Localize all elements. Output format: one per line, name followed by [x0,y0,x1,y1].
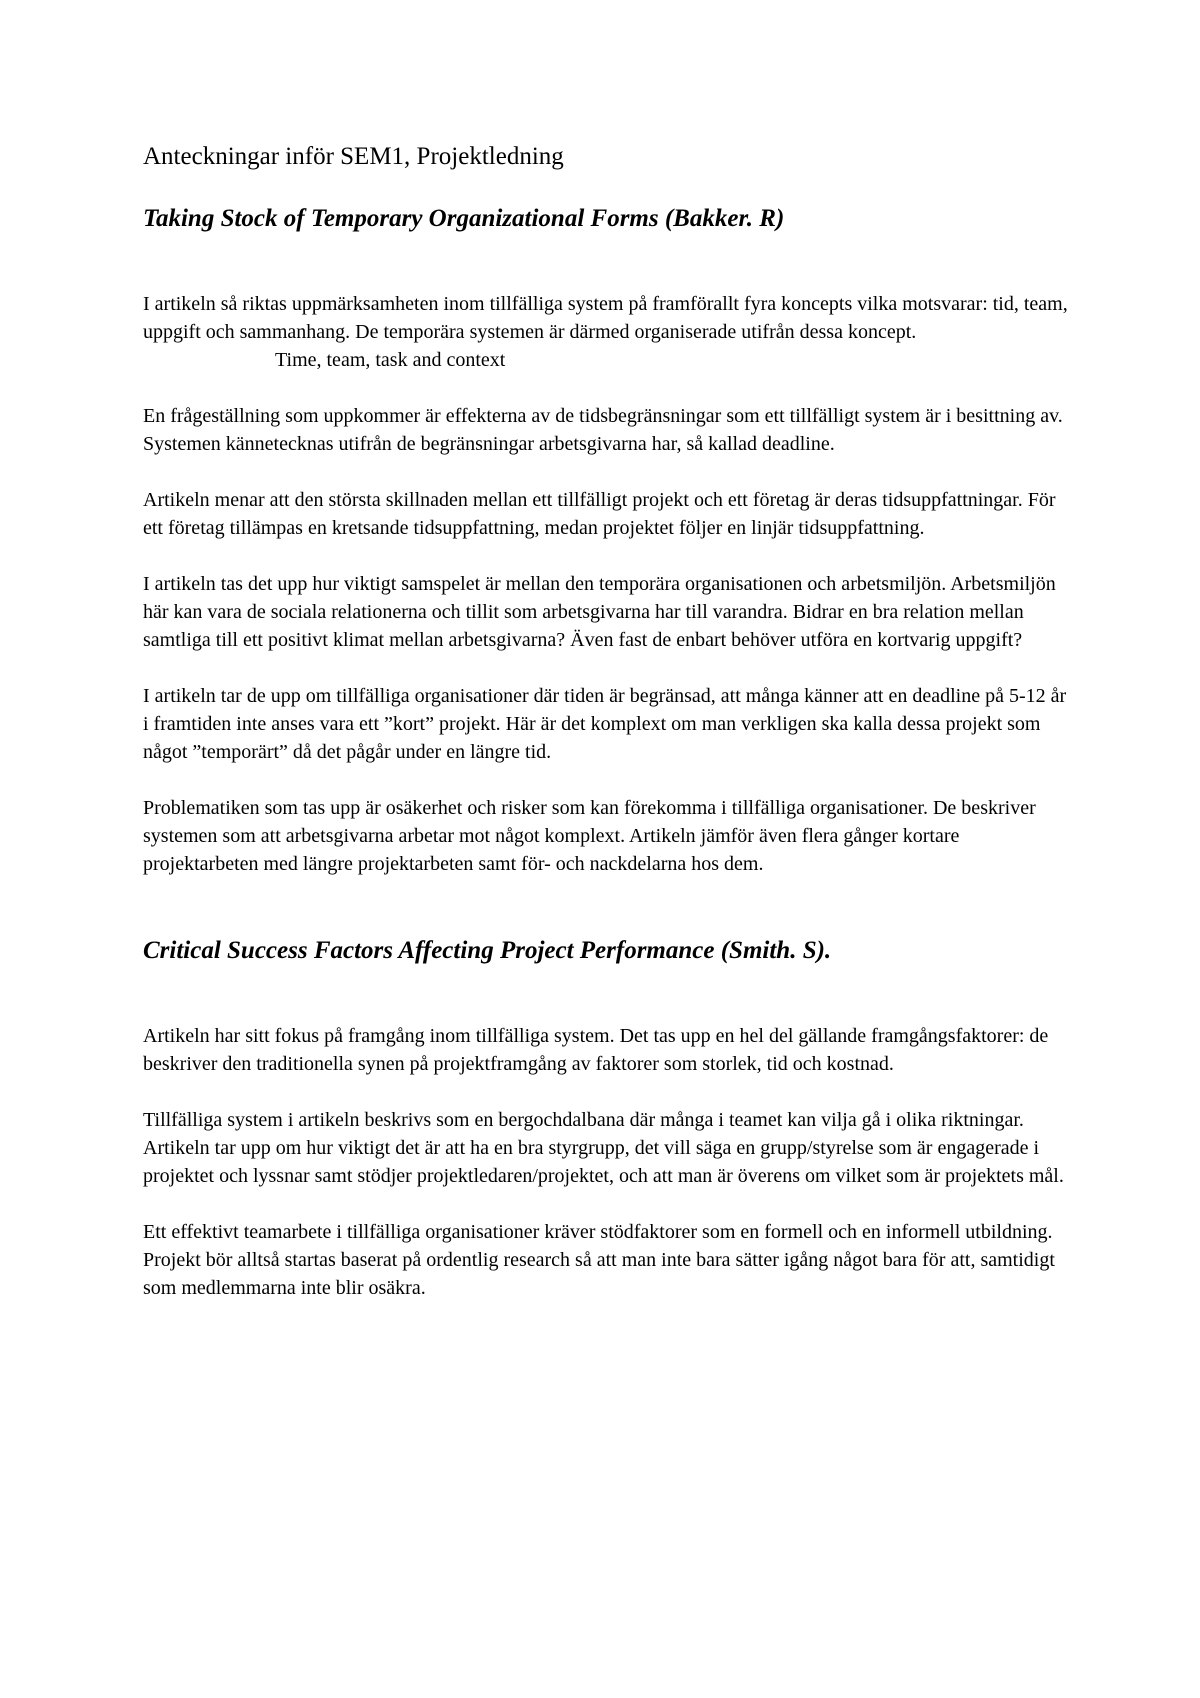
paragraph: Artikeln har sitt fokus på framgång inom tillfälliga system. Det tas upp en hel del gällande framgångsfaktorer: de beskriver den traditionella synen på projektframgång av faktorer som storlek, tid och kostnad. [143,1025,1049,1075]
paragraph: Ett effektivt teamarbete i tillfälliga organisationer kräver stödfaktorer som en formell och en informell utbildning. Projekt bör alltså startas baserat på ordentlig research så att man inte bara sätter igång något bara för att, samtidigt som medlemmarna inte blir osäkra. [143,1221,1055,1299]
paragraph: Problematiken som tas upp är osäkerhet och risker som kan förekomma i tillfälliga organisationer. De beskriver systemen som att arbetsgivarna arbetar mot något komplext. Artikeln jämför även flera gånger kortare projektarbeten med längre projektarbeten samt för- och nackdelarna hos dem. [143,797,1036,875]
paragraph: I artikeln tar de upp om tillfälliga organisationer där tiden är begränsad, att många känner att en deadline på 5-12 år i framtiden inte anses vara ett ”kort” projekt. Här är det komplext om man verkligen ska kalla dessa projekt som något ”temporärt” då det pågår under en längre tid. [143,685,1067,763]
indented-line: Time, team, task and context [275,349,506,371]
paragraph: Tillfälliga system i artikeln beskrivs som en bergochdalbana där många i teamet kan vilja gå i olika riktningar. Artikeln tar upp om hur viktigt det är att ha en bra styrgrupp, det vill säga en grupp/styrelse som är engagerade i projektet och lyssnar samt stödjer projektledaren/projektet, och att man är överens om vilket som är projektets mål. [143,1109,1064,1187]
paragraph-text: I artikeln så riktas uppmärksamheten inom tillfälliga system på framförallt fyra koncepts vilka motsvarar: tid, team, uppgift och sammanhang. De temporära systemen är därmed organiserade utifrån dessa koncept. [143,293,1068,343]
document-content [143,140,1073,1302]
document-title: Anteckningar inför SEM1, Projektledning [143,143,564,170]
paragraph [143,290,1073,374]
paragraph: En frågeställning som uppkommer är effekterna av de tidsbegränsningar som ett tillfälligt system är i besittning av. Systemen kännetecknas utifrån de begränsningar arbetsgivarna har, så kallad deadline. [143,405,1063,455]
section-heading-bakker: Taking Stock of Temporary Organizational Forms (Bakker. R) [143,205,785,232]
section-heading-smith: Critical Success Factors Affecting Project Performance (Smith. S). [143,937,832,964]
paragraph: Artikeln menar att den största skillnaden mellan ett tillfälligt projekt och ett företag är deras tidsuppfattningar. För ett företag tillämpas en kretsande tidsuppfattning, medan projektet följer en linjär tidsuppfattning. [143,489,1056,539]
paragraph: I artikeln tas det upp hur viktigt samspelet är mellan den temporära organisationen och arbetsmiljön. Arbetsmiljön här kan vara de sociala relationerna och tillit som arbetsgivarna har till varandra. Bidrar en bra relation mellan samtliga till ett positivt klimat mellan arbetsgivarna? Även fast de enbart behöver utföra en kortvarig uppgift? [143,573,1056,651]
